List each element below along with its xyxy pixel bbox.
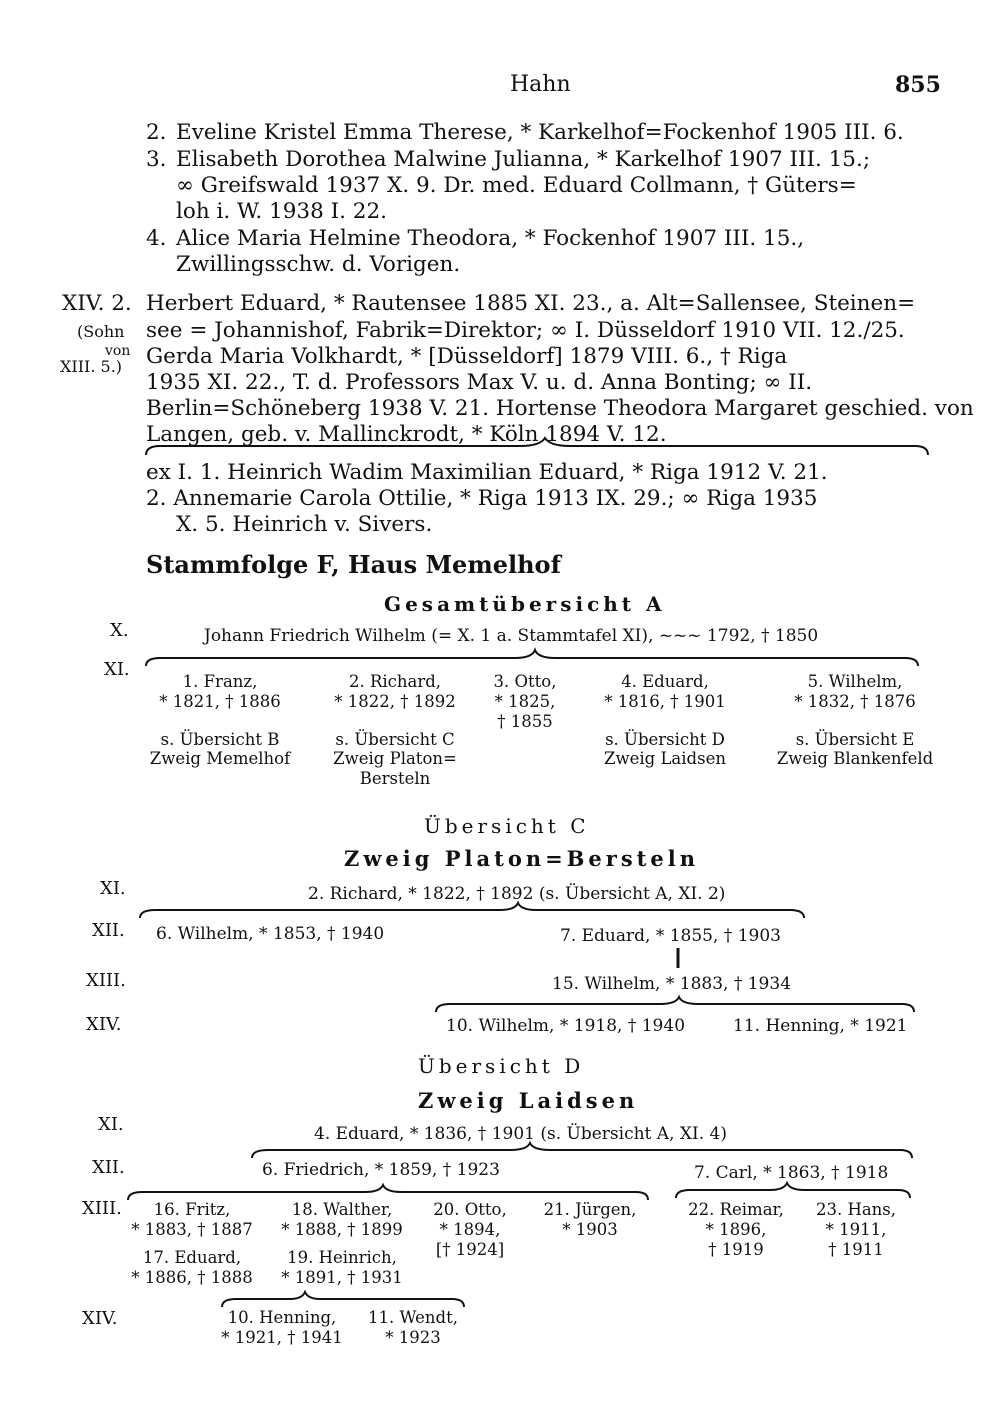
herbert-line-4: 1935 XI. 22., T. d. Professors Max V. u. d. Anna Bonting; ∞ II. — [146, 370, 813, 395]
overview-a-root: Johann Friedrich Wilhelm (= X. 1 a. Stammtafel XI), ~~~ 1792, † 1850 — [204, 626, 819, 646]
d-xiii-16: 16. Fritz, * 1883, † 1887 — [131, 1200, 253, 1239]
herbert-line-2: see = Johannishof, Fabrik=Direktor; ∞ I. Düsseldorf 1910 VII. 12./25. — [146, 318, 905, 343]
overview-d-subtitle: Zweig Laidsen — [418, 1088, 639, 1113]
page-number: 855 — [895, 72, 941, 98]
overview-c-title: Übersicht C — [424, 814, 590, 838]
c-gen-xiii: XIII. — [86, 970, 126, 991]
c-xii-person-1: 6. Wilhelm, * 1853, † 1940 — [156, 924, 385, 944]
c-xii-person-2: 7. Eduard, * 1855, † 1903 — [560, 926, 781, 946]
herbert-label: XIV. 2. — [62, 291, 132, 316]
entry-3-line-2: ∞ Greifswald 1937 X. 9. Dr. med. Eduard Collmann, † Güters= — [176, 173, 857, 198]
entry-num-3: 3. — [146, 147, 167, 172]
c-xiv-person-2: 11. Henning, * 1921 — [733, 1016, 908, 1036]
entry-3-line-1: Elisabeth Dorothea Malwine Julianna, * Karkelhof 1907 III. 15.; — [176, 147, 871, 172]
entry-num-4: 4. — [146, 226, 167, 251]
d-xiii-18: 18. Walther, * 1888, † 1899 — [281, 1200, 403, 1239]
entry-2-line-1: Eveline Kristel Emma Therese, * Karkelhof=Fockenhof 1905 III. 6. — [176, 120, 904, 145]
d-xiv-11: 11. Wendt, * 1923 — [368, 1308, 458, 1347]
herbert-line-1: Herbert Eduard, * Rautensee 1885 XI. 23., a. Alt=Sallensee, Steinen= — [146, 291, 916, 316]
c-xi-person: 2. Richard, * 1822, † 1892 (s. Übersicht A, XI. 2) — [308, 884, 726, 904]
overview-c-subtitle: Zweig Platon=Bersteln — [344, 846, 699, 871]
c-xiii-person: 15. Wilhelm, * 1883, † 1934 — [552, 974, 792, 994]
c-gen-xiv: XIV. — [86, 1014, 122, 1035]
section-title: Stammfolge F, Haus Memelhof — [146, 550, 561, 579]
margin-note-3: XIII. 5.) — [60, 357, 123, 376]
d-gen-xi: XI. — [98, 1114, 124, 1135]
gen-label-xi-a: XI. — [104, 659, 130, 680]
margin-note-2: von — [105, 343, 131, 359]
herbert-line-3: Gerda Maria Volkhardt, * [Düsseldorf] 1879 VIII. 6., † Riga — [146, 344, 788, 369]
overview-a-member-1: 1. Franz, * 1821, † 1886 s. Übersicht B Zweig Memelhof — [149, 672, 291, 769]
d-xiii-17: 17. Eduard, * 1886, † 1888 — [131, 1248, 253, 1287]
overview-d-title: Übersicht D — [418, 1054, 585, 1078]
child-line-2: 2. Annemarie Carola Ottilie, * Riga 1913 IX. 29.; ∞ Riga 1935 — [146, 486, 818, 511]
d-xiii-21: 21. Jürgen, * 1903 — [543, 1200, 637, 1239]
c-xiv-person-1: 10. Wilhelm, * 1918, † 1940 — [446, 1016, 686, 1036]
entry-4-line-1: Alice Maria Helmine Theodora, * Fockenhof 1907 III. 15., — [176, 226, 805, 251]
overview-a-member-2: 2. Richard, * 1822, † 1892 s. Übersicht C Zweig Platon= Bersteln — [333, 672, 457, 789]
herbert-line-5: Berlin=Schöneberg 1938 V. 21. Hortense Theodora Margaret geschied. von — [146, 396, 974, 421]
c-gen-xii: XII. — [92, 920, 125, 941]
d-xiii-20: 20. Otto, * 1894, [† 1924] — [433, 1200, 507, 1259]
overview-a-member-3: 3. Otto, * 1825, † 1855 — [493, 672, 557, 731]
d-xiv-10: 10. Henning, * 1921, † 1941 — [221, 1308, 343, 1347]
d-xi-person: 4. Eduard, * 1836, † 1901 (s. Übersicht A, XI. 4) — [314, 1124, 727, 1144]
d-xii-person-2: 7. Carl, * 1863, † 1918 — [694, 1163, 889, 1183]
overview-a-title: Gesamtübersicht A — [384, 592, 666, 616]
d-gen-xiii: XIII. — [82, 1198, 122, 1219]
running-head: Hahn — [510, 72, 571, 97]
gen-label-x: X. — [110, 620, 129, 641]
child-line-1: ex I. 1. Heinrich Wadim Maximilian Eduard, * Riga 1912 V. 21. — [146, 460, 828, 485]
d-xiii-22: 22. Reimar, * 1896, † 1919 — [688, 1200, 784, 1259]
herbert-line-6: Langen, geb. v. Mallinckrodt, * Köln 1894 V. 12. — [146, 422, 667, 447]
entry-4-line-2: Zwillingsschw. d. Vorigen. — [176, 252, 461, 277]
d-xiii-19: 19. Heinrich, * 1891, † 1931 — [281, 1248, 403, 1287]
c-gen-xi: XI. — [100, 878, 126, 899]
d-gen-xiv: XIV. — [82, 1308, 118, 1329]
child-line-3: X. 5. Heinrich v. Sivers. — [176, 512, 433, 537]
d-xiii-23: 23. Hans, * 1911, † 1911 — [815, 1200, 897, 1259]
margin-note-1: (Sohn — [77, 322, 125, 341]
entry-3-line-3: loh i. W. 1938 I. 22. — [176, 199, 387, 224]
d-gen-xii: XII. — [92, 1157, 125, 1178]
d-xii-person-1: 6. Friedrich, * 1859, † 1923 — [262, 1160, 500, 1180]
overview-a-member-5: 5. Wilhelm, * 1832, † 1876 s. Übersicht E Zweig Blankenfeld — [776, 672, 934, 769]
entry-num-2: 2. — [146, 120, 167, 145]
overview-a-member-4: 4. Eduard, * 1816, † 1901 s. Übersicht D Zweig Laidsen — [604, 672, 726, 769]
